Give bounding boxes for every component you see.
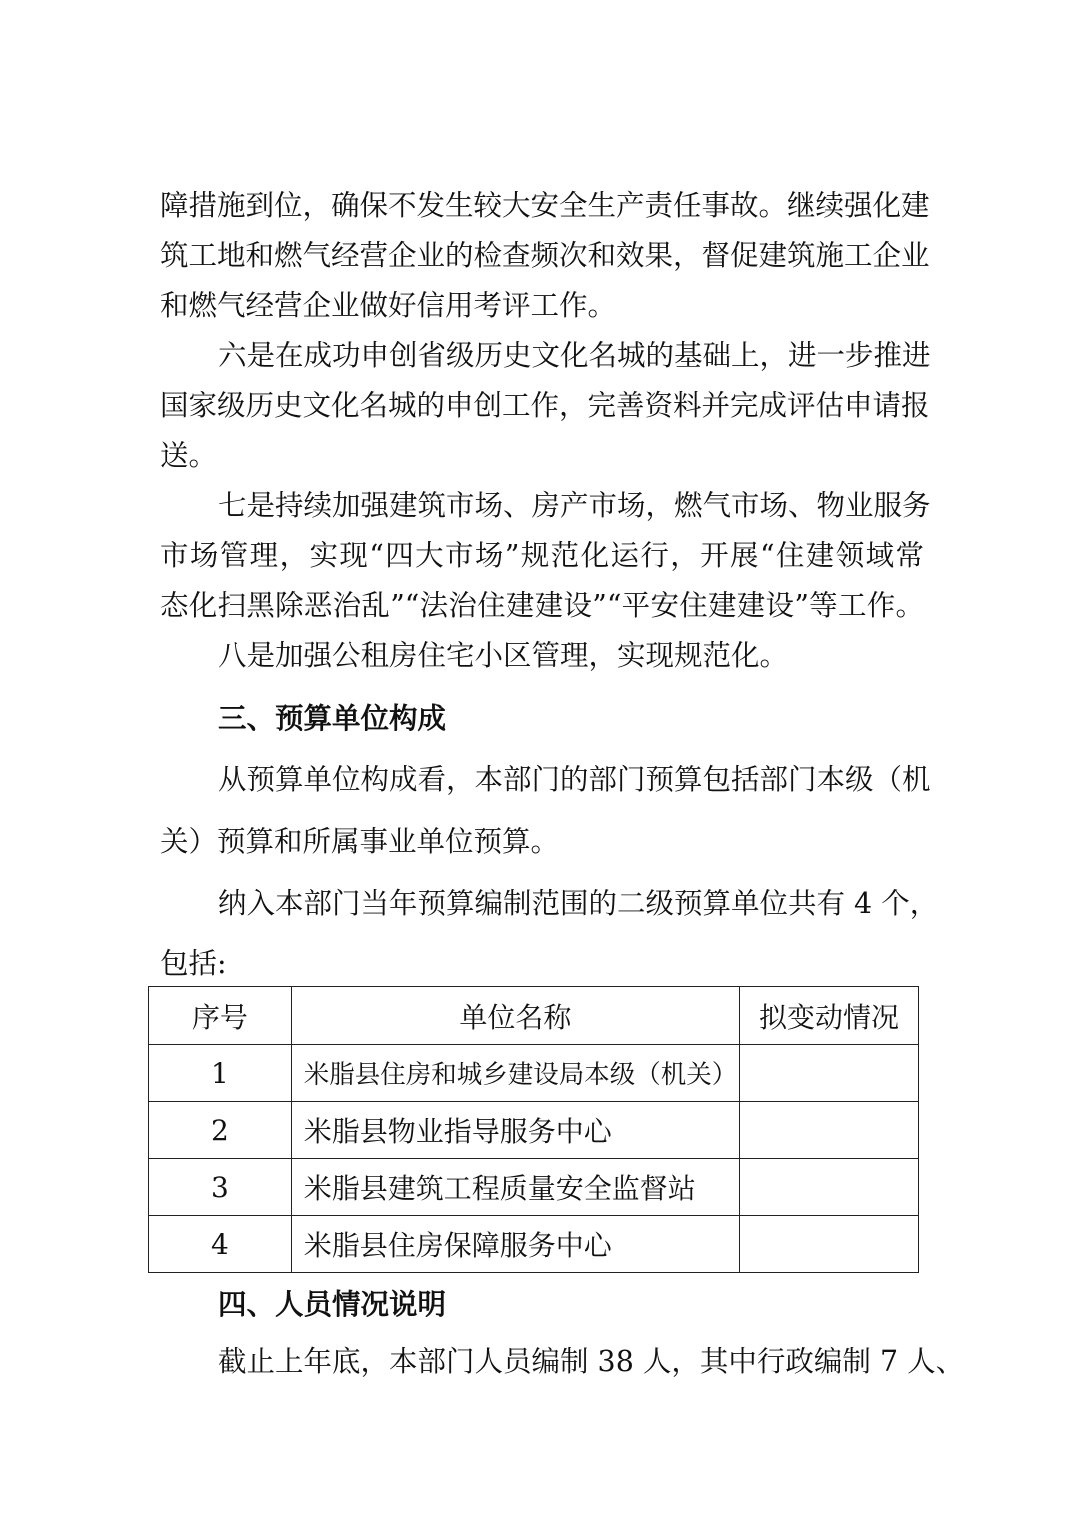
change-status: [740, 1159, 919, 1216]
paragraph-line: 从预算单位构成看，本部门的部门预算包括部门本级（机: [218, 763, 931, 796]
unit-name: 米脂县住房保障服务中心: [291, 1216, 739, 1273]
change-status: [740, 1216, 919, 1273]
paragraph-line: 八是加强公租房住宅小区管理，实现规范化。: [218, 639, 789, 672]
row-number: 2: [149, 1102, 292, 1159]
paragraph-line: 纳入本部门当年预算编制范围的二级预算单位共有 4 个，: [218, 887, 939, 920]
table-row: [149, 1159, 919, 1216]
unit-name: 米脂县建筑工程质量安全监督站: [291, 1159, 739, 1216]
budget-units-table: [148, 986, 919, 1273]
unit-name: 米脂县住房和城乡建设局本级（机关）: [291, 1045, 739, 1102]
column-header-change: 拟变动情况: [740, 987, 919, 1045]
paragraph-line: 障措施到位，确保不发生较大安全生产责任事故。继续强化建: [160, 189, 930, 222]
change-status: [740, 1102, 919, 1159]
table-row: [149, 1216, 919, 1273]
paragraph-line: 包括:: [160, 947, 227, 980]
unit-name: 米脂县物业指导服务中心: [291, 1102, 739, 1159]
row-number: 3: [149, 1159, 292, 1216]
paragraph-line: 筑工地和燃气经营企业的检查频次和效果，督促建筑施工企业: [160, 239, 930, 272]
paragraph-line: 截止上年底，本部门人员编制 38 人，其中行政编制 7 人、: [218, 1345, 965, 1378]
table-row: [149, 1045, 919, 1102]
change-status: [740, 1045, 919, 1102]
paragraph-line: 国家级历史文化名城的申创工作，完善资料并完成评估申请报: [160, 389, 930, 422]
paragraph-line: 态化扫黑除恶治乱”“法治住建建设”“平安住建建设”等工作。: [160, 589, 924, 622]
paragraph-line: 七是持续加强建筑市场、房产市场，燃气市场、物业服务: [218, 489, 931, 522]
paragraph-line: 和燃气经营企业做好信用考评工作。: [160, 289, 617, 322]
paragraph-line: 六是在成功申创省级历史文化名城的基础上，进一步推进: [218, 339, 931, 372]
row-number: 4: [149, 1216, 292, 1273]
paragraph-line: 送。: [160, 439, 218, 472]
row-number: 1: [149, 1045, 292, 1102]
paragraph-line: 关）预算和所属事业单位预算。: [160, 825, 560, 858]
column-header-no: 序号: [149, 987, 292, 1045]
table-row: [149, 1102, 919, 1159]
paragraph-line: 市场管理，实现“四大市场”规范化运行，开展“住建领域常: [160, 539, 924, 572]
column-header-name: 单位名称: [291, 987, 739, 1045]
table-header-row: [149, 987, 919, 1045]
section-heading: 四、人员情况说明: [218, 1287, 447, 1321]
section-heading: 三、预算单位构成: [218, 701, 447, 735]
